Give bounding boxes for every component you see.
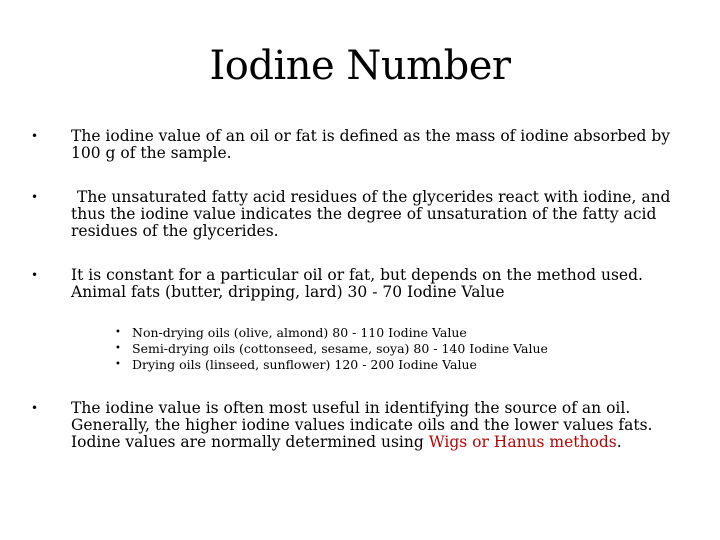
sub-bullet-item: [115, 357, 695, 373]
sub-bullet-text: Semi-drying oils (cottonseed, sesame, soya) 80 - 140 Iodine Value: [132, 341, 548, 356]
bullet-text-end: .: [616, 433, 622, 451]
sub-bullet-item: [115, 325, 695, 341]
sub-bullet-icon: •: [115, 327, 121, 338]
bullet-icon: •: [31, 401, 39, 415]
highlight-methods: Wigs or Hanus methods: [428, 433, 617, 451]
sub-bullet-list: [115, 325, 695, 373]
sub-bullet-icon: •: [115, 359, 121, 370]
sub-bullet-text: Drying oils (linseed, sunflower) 120 - 200 Iodine Value: [132, 357, 477, 372]
bullet-icon: •: [31, 268, 39, 282]
sub-bullet-text: Non-drying oils (olive, almond) 80 - 110 Iodine Value: [132, 325, 467, 340]
bullet-text: [71, 400, 691, 451]
bullet-text: The iodine value of an oil or fat is defined as the mass of iodine absorbed by 100 g of the sample.: [71, 127, 671, 162]
sub-bullet-icon: •: [115, 343, 121, 354]
bullet-icon: •: [31, 190, 39, 204]
bullet-text: The unsaturated fatty acid residues of the glycerides react with iodine, and thus the iodine value indicates the degree of unsaturation of the fatty acid residues of the glycerides.: [71, 188, 671, 240]
bullet-icon: •: [31, 129, 39, 143]
sub-bullet-item: [115, 341, 695, 357]
slide-title: Iodine Number: [209, 43, 511, 89]
bullet-text: It is constant for a particular oil or fat, but depends on the method used. Animal fats (butter, dripping, lard) 30 - 70 Iodine Value: [71, 266, 643, 301]
bullet-text-main: The iodine value is often most useful in identifying the source of an oil. Generally, the higher iodine values indicate oils and the lower values fats. Iodine values are normally determined using: [71, 399, 653, 451]
